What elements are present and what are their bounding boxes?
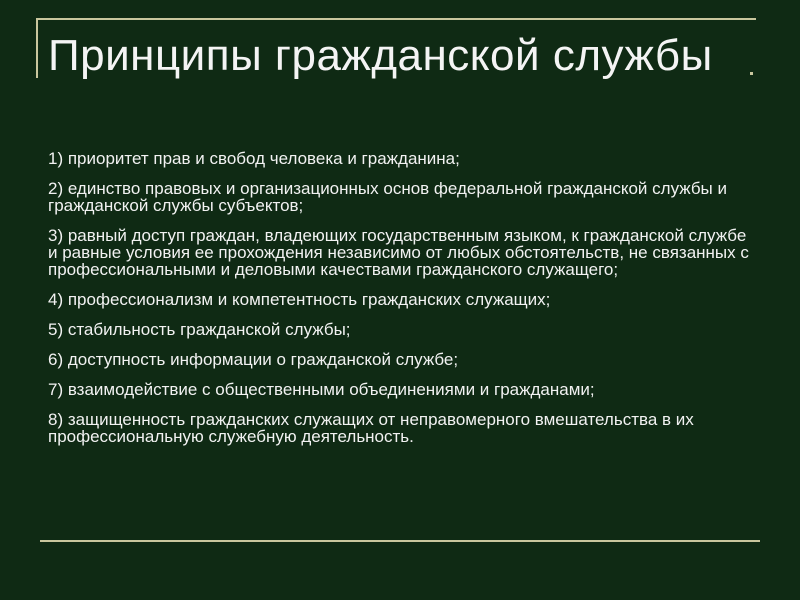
- slide-title: Принципы гражданской службы: [48, 31, 713, 80]
- principles-list: [48, 150, 760, 458]
- list-item: 5) стабильность гражданской службы;: [48, 320, 351, 339]
- top-rule: [36, 18, 756, 20]
- list-item: 2) единство правовых и организационных основ федеральной гражданской службы и гражданской службы субъектов;: [48, 179, 727, 215]
- bottom-rule: [40, 540, 760, 542]
- list-item: 1) приоритет прав и свобод человека и гражданина;: [48, 149, 460, 168]
- corner-dot: [750, 72, 753, 75]
- list-item: 6) доступность информации о гражданской службе;: [48, 350, 459, 369]
- list-item: 4) профессионализм и компетентность гражданских служащих;: [48, 290, 551, 309]
- list-item: 3) равный доступ граждан, владеющих государственным языком, к гражданской службе и равные условия ее прохождения независимо от любых обстоятельств, не связанных с профессиональными и деловыми качествами гражданского служащего;: [48, 226, 749, 279]
- list-item: 8) защищенность гражданских служащих от неправомерного вмешательства в их профессиональную служебную деятельность.: [48, 410, 694, 446]
- left-rule: [36, 18, 38, 78]
- list-item: 7) взаимодействие с общественными объединениями и гражданами;: [48, 380, 595, 399]
